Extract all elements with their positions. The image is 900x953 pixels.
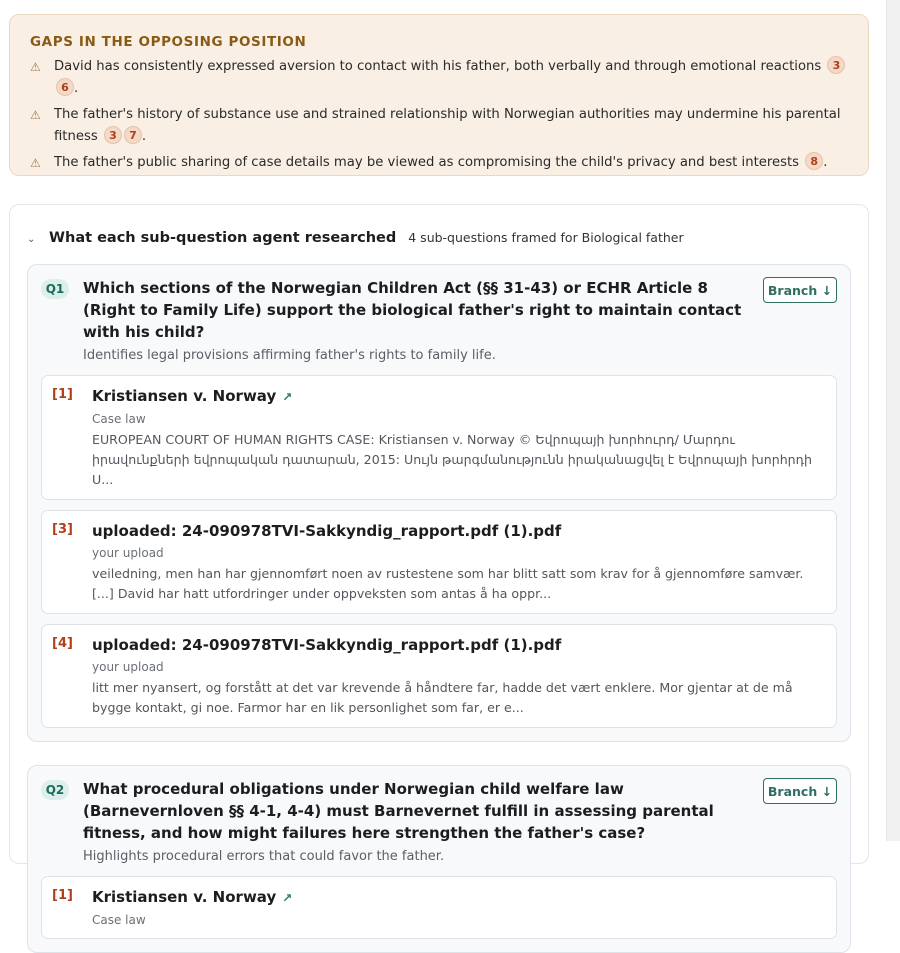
external-link-icon[interactable]: ↗ — [282, 390, 293, 404]
citation-badge[interactable]: 8 — [805, 152, 823, 170]
gap-text: The father's history of substance use and strained relationship with Norwegian authorities may undermine his parental fitness — [54, 107, 841, 144]
research-panel — [9, 204, 869, 927]
citation-badge[interactable]: 6 — [56, 78, 74, 96]
source-title[interactable]: uploaded: 24-090978TVI-Sakkyndig_rapport.pdf (1).pdf — [92, 636, 562, 654]
gap-text: David has consistently expressed aversion to contact with his father, both verbally and through emotional reactions — [54, 59, 822, 74]
external-link-icon[interactable]: ↗ — [282, 891, 293, 905]
source-type: your upload — [92, 660, 164, 674]
scrollbar[interactable] — [886, 0, 900, 841]
branch-button[interactable]: Branch ↓ — [763, 277, 837, 303]
question-card — [27, 765, 851, 953]
question-description: Identifies legal provisions affirming father's rights to family life. — [83, 348, 496, 363]
gap-item: ⚠ David has consistently expressed aversion to contact with his father, both verbally and through emotional reactions 36 . — [30, 56, 848, 100]
source-type: Case law — [92, 913, 146, 927]
citation-badge[interactable]: 3 — [104, 126, 122, 144]
branch-button[interactable]: Branch ↓ — [763, 778, 837, 804]
source-number: [1] — [52, 888, 73, 903]
source-title[interactable]: Kristiansen v. Norway — [92, 888, 277, 906]
source-snippet: litt mer nyansert, og forstått at det var krevende å håndtere far, hadde det vært enklere. Mor gjentar at de må bygge kontakt, gi noe. Farmor har en lik personlighet som far, er e... — [92, 680, 793, 715]
research-header[interactable] — [27, 230, 851, 254]
source-number: [4] — [52, 636, 73, 651]
source-card[interactable] — [41, 510, 837, 614]
warning-icon: ⚠ — [30, 156, 41, 170]
research-subtitle: 4 sub-questions framed for Biological father — [408, 230, 684, 245]
source-number: [3] — [52, 522, 73, 537]
gaps-title: GAPS IN THE OPPOSING POSITION — [30, 34, 307, 50]
source-card[interactable] — [41, 375, 837, 500]
citation-badge[interactable]: 3 — [827, 56, 845, 74]
question-badge: Q1 — [41, 279, 69, 299]
gap-item: ⚠ The father's history of substance use and strained relationship with Norwegian authorities may undermine his parental fitness 3 7 . — [30, 104, 848, 148]
source-card[interactable] — [41, 876, 837, 939]
question-text: What procedural obligations under Norwegian child welfare law (Barnevernloven §§ 4-1, 4-4) must Barnevernet fulfill in assessing parental fitness, and how might failures here strengthen the father's case? — [83, 780, 714, 842]
question-text: Which sections of the Norwegian Children Act (§§ 31-43) or ECHR Article 8 (Right to Family Life) support the biological father's right to maintain contact with his child? — [83, 279, 742, 341]
source-card[interactable] — [41, 624, 837, 728]
source-number: [1] — [52, 387, 73, 402]
collapse-caret-icon[interactable]: ⌄ — [27, 234, 36, 245]
warning-icon: ⚠ — [30, 108, 41, 122]
gap-text: The father's public sharing of case details may be viewed as compromising the child's privacy and best interests — [54, 155, 800, 170]
source-type: your upload — [92, 546, 164, 560]
source-title[interactable]: Kristiansen v. Norway — [92, 387, 277, 405]
gap-item: ⚠ The father's public sharing of case details may be viewed as compromising the child's privacy and best interests 8 . — [30, 152, 848, 174]
citation-badge[interactable]: 7 — [124, 126, 142, 144]
gaps-panel — [9, 14, 869, 176]
warning-icon: ⚠ — [30, 60, 41, 74]
question-card — [27, 264, 851, 742]
research-title: What each sub-question agent researched — [49, 230, 397, 246]
source-snippet: EUROPEAN COURT OF HUMAN RIGHTS CASE: Kristiansen v. Norway © Եվրոպայի խորհուրդ/ Մարդու իրավունքների եվրոպական դատարան, 2015: Սույն թարգմանությունն իրականացվել է Եվրոպայի խորհրդի Ս... — [92, 432, 812, 487]
question-description: Highlights procedural errors that could favor the father. — [83, 849, 445, 864]
question-badge: Q2 — [41, 780, 69, 800]
source-snippet: veiledning, men han har gjennomført noen av rustestene som har blitt satt som krav for å gjennomføre samvær. [...] David har hatt utfordringer under oppveksten som antas å ha oppr... — [92, 566, 804, 601]
source-type: Case law — [92, 412, 146, 426]
source-title[interactable]: uploaded: 24-090978TVI-Sakkyndig_rapport.pdf (1).pdf — [92, 522, 562, 540]
